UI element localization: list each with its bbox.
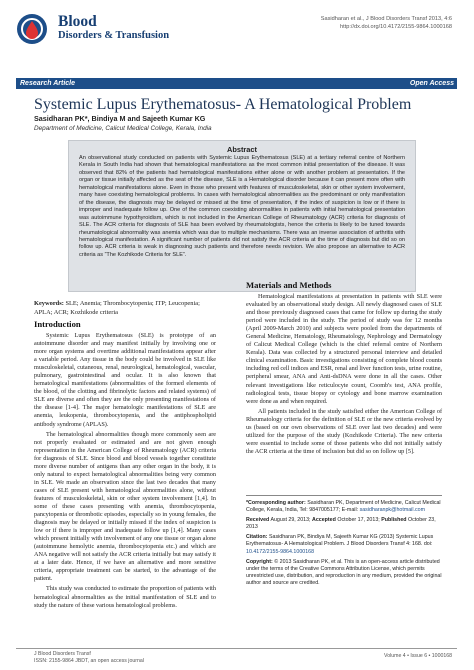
- paragraph: The hematological abnormalities though more commonly seen are not properly evaluated or estimated and are not given enough representation in the American College of Rheumatology (ACR) criteria for diagnosis of SLE. Since blood and blood vessels together constitute more diverse number of antigens than any other organ in the body, it is only natural to expect hematological abnormalities being very common in SLE. We made an observation since the last two decades that many cases of SLE present with hematological abnormalities alone, without features of musculoskeletal, skin or other system involvement [1,4]. In some of these cases presenting with anemia, thrombocytopenia, pancytopenia or thrombotic episodes, especially so in young females, the diagnosis may be delayed or initially missed if the index of suspicion is low or if there is improper and inadequate follow up [1,4]. Many cases which present initially with involvement of any one tissue or organ alone (autoimmune hemolytic anemia, thrombocytopenia etc.) and which are ANA negative will not satisfy the ACR criteria initially but may satisfy it at a later date. Hence, if we have an alternative and more sensitive criteria, appropriate treatment can be started, to the advantage of the patient.: [34, 430, 216, 583]
- footer-divider: [16, 648, 457, 649]
- citation-text: Sasidharan PK, Bindiya M, Sajeeth Kumar KG (2013) Systemic Lupus Erythematosus- A Hematological Problem. J Blood Disorders Transf 4: 168. doi:: [246, 534, 434, 548]
- affiliation: Department of Medicine, Calicut Medical College, Kerala, India: [34, 125, 212, 132]
- methods-heading: Materials and Methods: [246, 280, 332, 290]
- introduction-heading: Introduction: [34, 319, 81, 329]
- dates-note: [246, 517, 442, 531]
- citation-doi-link[interactable]: 10.4172/2155-9864.1000168: [246, 548, 315, 555]
- citation-line: Sasidharan et al., J Blood Disorders Transf 2013, 4:6: [320, 16, 452, 22]
- header-citation: [321, 15, 452, 31]
- copyright-text: © 2013 Sasidharan PK, et al. This is an open-access article distributed under the terms of the Creative Commons Attribution License, which permits unrestricted use, distribution, and reproduction in any medium, provided the original author and source are credited.: [246, 558, 442, 586]
- published-date: October 23, 2013: [246, 517, 436, 531]
- keywords-text: SLE; Anemia; Thrombocytopenia; ITP; Leucopenia; APLA; ACR; Kozhikode criteria: [34, 300, 200, 316]
- email-link[interactable]: sasidharanpk@hotmail.com: [359, 507, 426, 514]
- corresponding-author-note: [246, 500, 442, 514]
- accepted-date: October 17, 2013;: [337, 517, 380, 524]
- paragraph: All patients included in the study satisfied either the American College of Rheumatology criteria for the definition of SLE or the new criteria evolved by us (based on our own observations of SLE over last two decades) and were utilized for the purpose of the study (Kozhikode Criteria). The new criteria were essential to include some of those patients who did not initially satisfy the ACR criteria at the time of inclusion but did so on follow up [5].: [246, 407, 442, 455]
- citation-label: Citation:: [246, 534, 268, 541]
- published-label: Published: [381, 517, 407, 524]
- journal-logo-icon: [16, 13, 48, 45]
- paragraph: This study was conducted to estimate the proportion of patients with hematological abnormalities as the initial manifestation of SLE and to study the nature of these various hematological problems.: [34, 585, 216, 609]
- copyright-label: Copyright:: [246, 558, 273, 565]
- journal-subtitle: Disorders & Transfusion: [58, 30, 170, 41]
- copyright-note: [246, 559, 442, 587]
- journal-name: Blood: [58, 13, 97, 30]
- abstract-box: [68, 140, 416, 292]
- abstract-heading: Abstract: [227, 145, 257, 154]
- article-title: Systemic Lupus Erythematosus- A Hematological Problem: [34, 96, 412, 113]
- methods-body: [246, 293, 442, 458]
- footer-journal: J Blood Disorders Transf: [34, 651, 91, 657]
- authors: Sasidharan PK*, Bindiya M and Sajeeth Kumar KG: [34, 114, 206, 123]
- open-access-label: Open Access: [409, 80, 454, 87]
- footer-journal-info: [34, 651, 144, 665]
- accepted-label: Accepted: [312, 517, 336, 524]
- keywords-label: Keywords:: [34, 300, 64, 307]
- footer-volume: Volume 4 • Issue 6 • 1000168: [384, 653, 452, 659]
- article-type-label: Research Article: [20, 80, 75, 87]
- abstract-text: An observational study conducted on patients with Systemic Lupus Erythematosus (SLE) at a tertiary referral centre of Northern Kerala in South India had shown that hematological manifestations as the most common initial presentation of the disease. It was observed that 82% of the patients had hematological manifestations either alone or with another problem at presentation. If the organ or tissue initially affected as the seat of the disease, SLE is a Hematological disorder because it can present more often with hematological manifestations alone. Even in those who present with features of musculoskeletal, skin or other system involvement, many have coexisting hematological problems. In cases with hematological abnormalities as the predominant or only manifestation of the disease, the diagnosis may be delayed or missed at the time of presentation, if the index of suspicion is low or if there is improper and inadequate follow up. One of the common coexisting abnormalities in patients with initial hematological presentation was autoimmune hypothyroidism, which is not included in the American College of Rheumatology (ACR) criteria for diagnosis of SLE. The ACR criteria for diagnosis of SLE has been evolved by rheumatologists, hence the criteria is likely to be tuned towards rheumatological abnormality was anemia which was due to multiple mechanisms. There was an inverse association of arthritis with hematological manifestation. A significant number of patients did not satisfy the ACR criteria at the time of diagnosis but did so on follow up. ACR criteria is weak in diagnosing such patients and therefore needs revision. We also propose an alternative to ACR criteria as “The Kozhikode Criteria for SLE”.: [79, 155, 405, 258]
- footnote-divider: [246, 495, 442, 496]
- keywords: [34, 300, 216, 317]
- footnotes: [246, 500, 442, 590]
- received-label: Received: [246, 517, 270, 524]
- paragraph: Hematological manifestations at presentation in patients with SLE were evaluated by an observational study design. All newly diagnosed cases of SLE and those previously diagnosed cases that came for follow up during the study period were included in the study. The period of study was for 12 months (April 2009-March 2010) and subjects were pooled from the departments of General Medicine, Hematology, Rheumatology, Nephrology and Dermatology of Calicut Medical College (which is the chief referral centre of Northern Kerala). Data was collected by a structured personal interview and detailed clinical examination. Basic investigations consisting of complete blood counts including red cell indices and ESR, renal and liver function tests, urine routine, peripheral smear, ANA and Anti-dsDNA were done in all the cases. Other relevant investigations like reticulocyte count, Coomb's test, ANA profile, radiological tests, tissue biopsy or cytology and bone marrow examination were done as and when required.: [246, 293, 442, 405]
- citation-note: [246, 534, 442, 555]
- paragraph: Systemic Lupus Erythematosus (SLE) is prototype of an autoimmune disorder and may manifest initially by involving one or more organ systems and overtime additional manifestations appear after a variable period. Any tissue in the body could be involved in SLE like musculoskeletal, cutaneous, renal, neurological, hematological, vascular, pulmonary, gastrointestinal and ocular. It is also known that hematological manifestations (abnormalities of the formed elements of the blood, of the clotting and fibrinolytic factors and related systems) of SLE are diverse and often they are the only presenting manifestations of the disease [1-4]. The major hematologic manifestations of SLE are anemia, leukopenia, thrombocytopenia, and the antiphospholipid antibody syndrome (APLAS).: [34, 332, 216, 428]
- footer-issn: ISSN: 2155-9864 JBDT, an open access journal: [34, 658, 144, 664]
- corresponding-label: *Corresponding author:: [246, 500, 306, 506]
- doi-link[interactable]: http://dx.doi.org/10.4172/2155-9864.1000168: [340, 24, 452, 30]
- article-type-bar: [16, 78, 457, 89]
- received-date: August 29, 2013;: [270, 517, 311, 524]
- introduction-body: [34, 332, 216, 612]
- corresponding-text: Sasidharan PK, Department of Medicine, Calicut Medical College, Kerala, India, Tel: 9847005177; E-mail:: [246, 500, 441, 514]
